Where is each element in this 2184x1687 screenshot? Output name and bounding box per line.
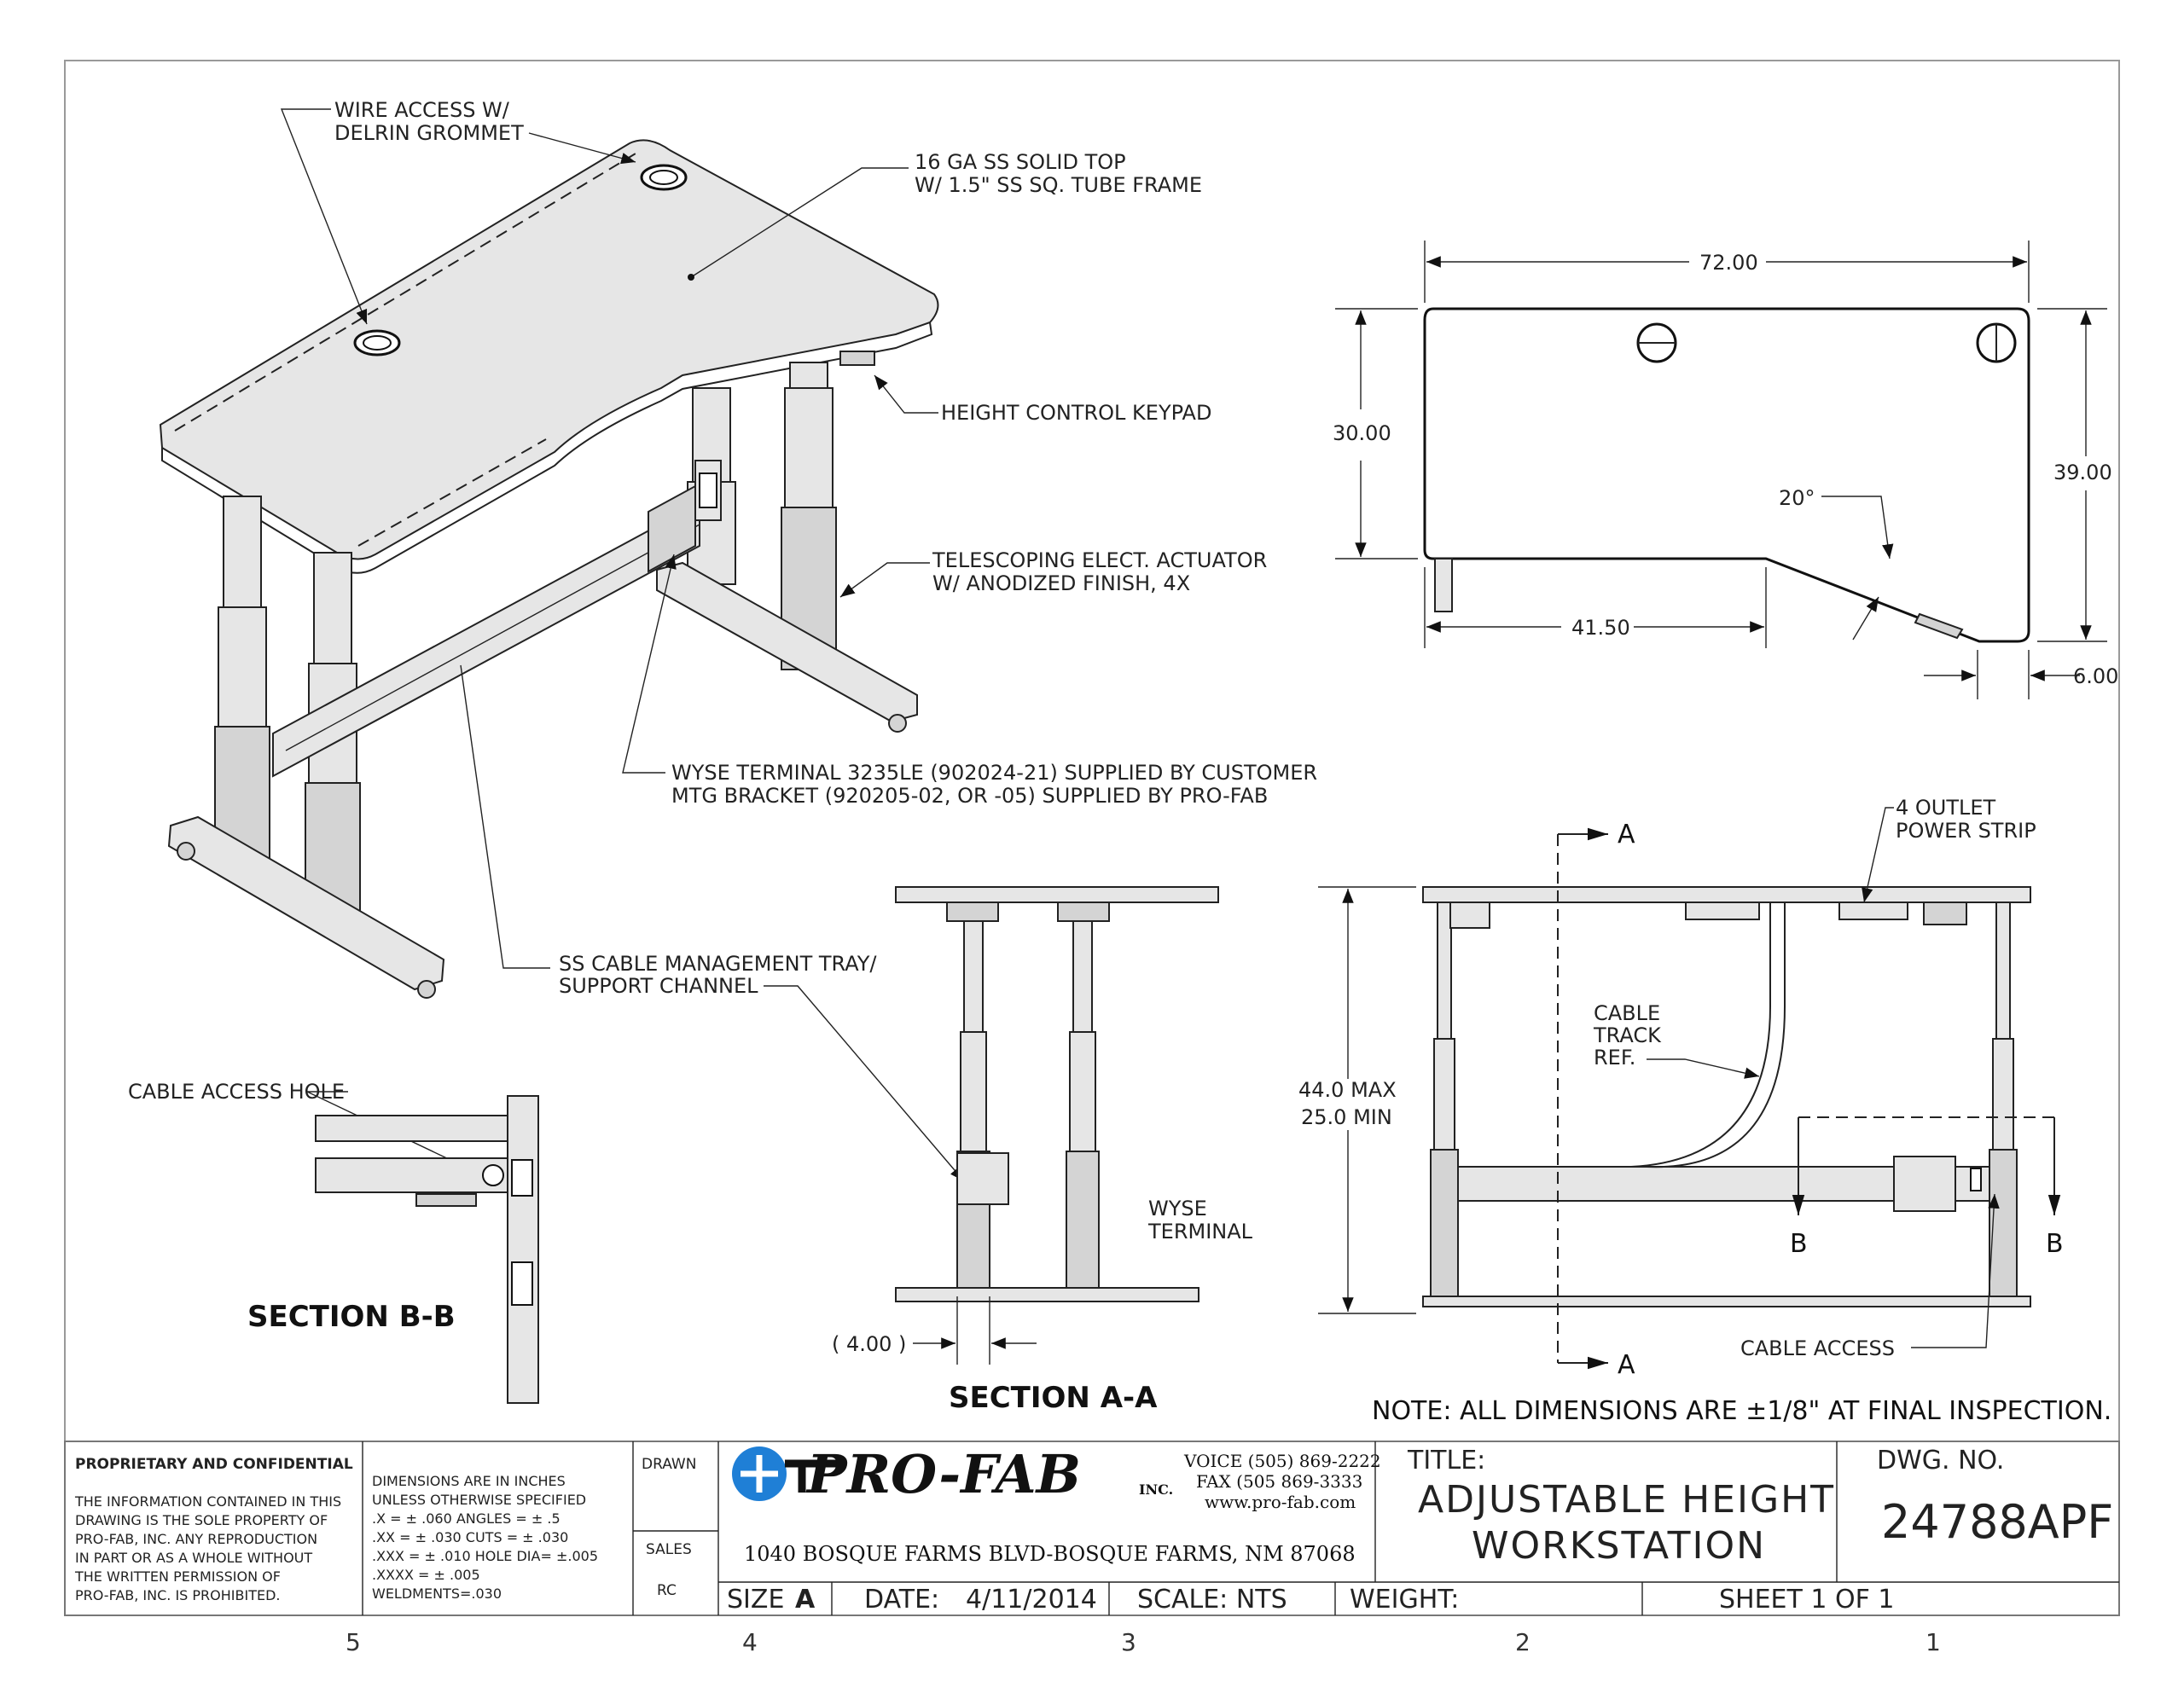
callout-cable-hole: CABLE ACCESS HOLE: [128, 1080, 346, 1104]
callout-keypad: HEIGHT CONTROL KEYPAD: [941, 401, 1212, 425]
dwg-no: 24788APF: [1881, 1495, 2114, 1549]
tolerance-line-4: .XX = ± .030 CUTS = ± .030: [372, 1529, 569, 1545]
callout-cable-track-3: REF.: [1594, 1046, 1636, 1070]
grommet-front: [355, 331, 399, 355]
callout-tray-1: SS CABLE MANAGEMENT TRAY/: [559, 952, 877, 976]
proprietary-line-1: THE INFORMATION CONTAINED IN THIS: [75, 1493, 342, 1510]
sales-initials: RC: [657, 1582, 677, 1599]
proprietary-title: PROPRIETARY AND CONFIDENTIAL: [75, 1456, 353, 1473]
sales-label: SALES: [646, 1541, 692, 1558]
inspection-note: NOTE: ALL DIMENSIONS ARE ±1/8" AT FINAL INSPECTION.: [1372, 1396, 2112, 1426]
weight-label: WEIGHT:: [1350, 1585, 1460, 1615]
top-view: [1335, 241, 2107, 699]
section-aa-title: SECTION A-A: [949, 1381, 1158, 1415]
company-suffix: INC.: [1139, 1481, 1174, 1498]
title-line-2: WORKSTATION: [1472, 1524, 1767, 1568]
proprietary-line-5: THE WRITTEN PERMISSION OF: [75, 1568, 281, 1585]
company-web: www.pro-fab.com: [1205, 1492, 1356, 1512]
size-value: A: [795, 1585, 816, 1615]
company-name: PRO-FAB: [807, 1443, 1082, 1505]
tolerance-line-2: UNLESS OTHERWISE SPECIFIED: [372, 1492, 587, 1508]
tolerance-line-5: .XXX = ± .010 HOLE DIA= ±.005: [372, 1548, 598, 1564]
company-voice: VOICE (505) 869-2222: [1184, 1451, 1381, 1471]
title-label: TITLE:: [1408, 1446, 1486, 1475]
callout-wire-access-2: DELRIN GROMMET: [334, 121, 524, 145]
tolerance-line-7: WELDMENTS=.030: [372, 1586, 502, 1602]
size-label: SIZE: [727, 1585, 785, 1615]
callout-outlet-2: POWER STRIP: [1896, 819, 2036, 843]
company-fax: FAX (505 869-3333: [1196, 1471, 1363, 1492]
zone-4: 4: [742, 1628, 758, 1656]
callout-solid-top-1: 16 GA SS SOLID TOP: [915, 150, 1126, 174]
title-line-1: ADJUSTABLE HEIGHT: [1418, 1478, 1836, 1522]
tolerance-line-1: DIMENSIONS ARE IN INCHES: [372, 1473, 566, 1489]
isometric-view: [160, 140, 938, 998]
dim-ref: ( 4.00 ): [832, 1332, 907, 1356]
tolerance-line-3: .X = ± .060 ANGLES = ± .5: [372, 1510, 561, 1527]
grommet-rear: [642, 165, 686, 189]
dwg-no-label: DWG. NO.: [1877, 1446, 2005, 1475]
dim-offset: 6.00: [2073, 664, 2119, 688]
section-letter-a-top: A: [1618, 820, 1635, 849]
company-address: 1040 BOSQUE FARMS BLVD-BOSQUE FARMS, NM 87068: [744, 1542, 1356, 1566]
tolerance-line-6: .XXXX = ± .005: [372, 1567, 480, 1583]
callout-cable-access: CABLE ACCESS: [1740, 1336, 1895, 1360]
scale-value: SCALE: NTS: [1137, 1585, 1287, 1615]
proprietary-line-4: IN PART OR AS A WHOLE WITHOUT: [75, 1550, 313, 1566]
keypad: [840, 351, 874, 365]
callout-tray-2: SUPPORT CHANNEL: [559, 974, 758, 998]
section-aa-view: [896, 887, 1218, 1365]
callout-wyse-terminal-1: WYSE: [1148, 1197, 1207, 1220]
callout-wire-access-1: WIRE ACCESS W/: [334, 98, 509, 122]
callout-outlet-1: 4 OUTLET: [1896, 796, 1996, 820]
zone-3: 3: [1121, 1628, 1136, 1656]
dim-depth-left: 30.00: [1333, 421, 1391, 445]
callout-actuator-1: TELESCOPING ELECT. ACTUATOR: [932, 548, 1268, 572]
drawn-label: DRAWN: [642, 1456, 697, 1473]
sheet-value: SHEET 1 OF 1: [1719, 1585, 1895, 1615]
proprietary-line-2: DRAWING IS THE SOLE PROPERTY OF: [75, 1512, 328, 1528]
dim-depth-right: 39.00: [2053, 461, 2112, 484]
date-label: DATE:: [864, 1585, 940, 1615]
dim-angle: 20°: [1779, 486, 1815, 510]
date-value: 4/11/2014: [966, 1585, 1097, 1615]
dim-height-min: 25.0 MIN: [1301, 1105, 1392, 1129]
zone-2: 2: [1515, 1628, 1531, 1656]
front-view: [1318, 808, 2054, 1363]
proprietary-line-6: PRO-FAB, INC. IS PROHIBITED.: [75, 1587, 281, 1603]
proprietary-line-3: PRO-FAB, INC. ANY REPRODUCTION: [75, 1531, 318, 1547]
zone-1: 1: [1926, 1628, 1941, 1656]
callout-wyse-terminal-2: TERMINAL: [1148, 1220, 1253, 1244]
callout-actuator-2: W/ ANODIZED FINISH, 4X: [932, 571, 1191, 595]
zone-5: 5: [346, 1628, 361, 1656]
callout-cable-track-1: CABLE: [1594, 1001, 1661, 1025]
callout-wyse-2: MTG BRACKET (920205-02, OR -05) SUPPLIED BY PRO-FAB: [671, 784, 1269, 808]
callout-solid-top-2: W/ 1.5" SS SQ. TUBE FRAME: [915, 173, 1203, 197]
section-letter-a-bottom: A: [1618, 1350, 1635, 1380]
section-letter-b-left: B: [1790, 1229, 1808, 1259]
dim-left-run: 41.50: [1571, 616, 1630, 640]
section-letter-b-right: B: [2046, 1229, 2064, 1259]
callout-wyse-1: WYSE TERMINAL 3235LE (902024-21) SUPPLIED BY CUSTOMER: [671, 761, 1318, 785]
section-bb-title: SECTION B-B: [247, 1300, 456, 1334]
dim-height-max: 44.0 MAX: [1298, 1078, 1397, 1102]
section-bb-view: [316, 1096, 538, 1403]
callout-cable-track-2: TRACK: [1594, 1023, 1661, 1047]
dim-width: 72.00: [1699, 251, 1758, 275]
